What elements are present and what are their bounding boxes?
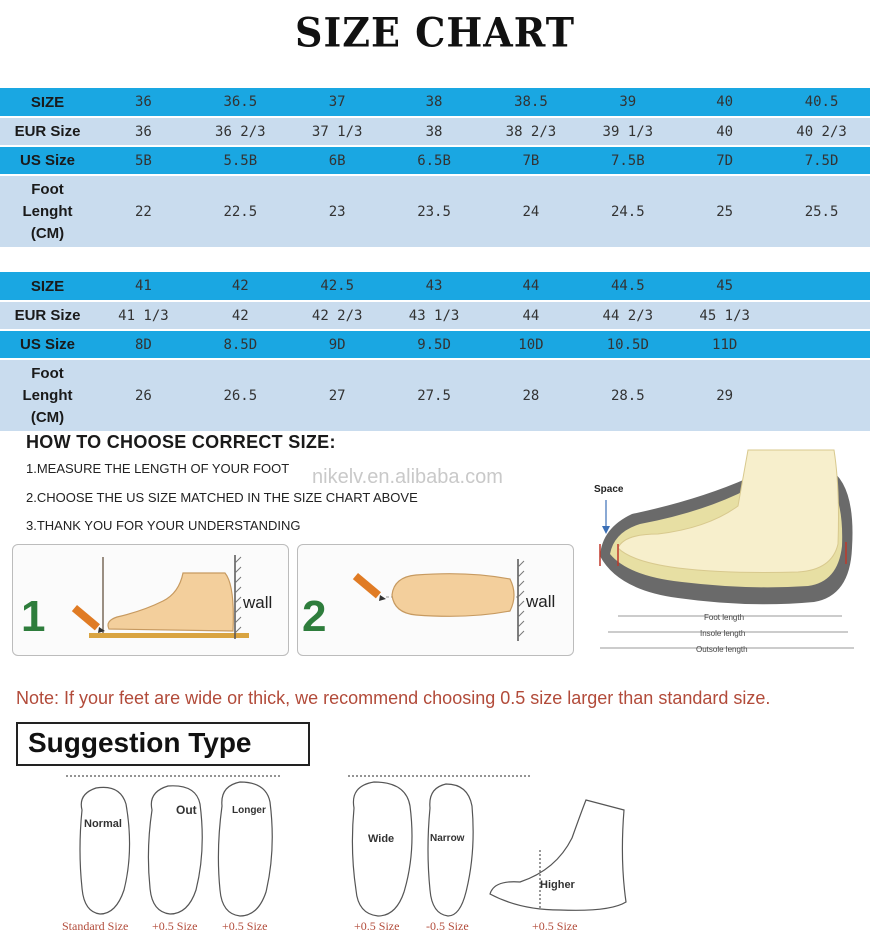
narrow-label: Narrow <box>430 833 465 844</box>
measure-illustration-2 <box>298 545 574 656</box>
table-cell: 6B <box>289 146 386 175</box>
measure-panel-2 <box>297 544 574 656</box>
table-row-foot <box>0 175 870 248</box>
table-cell: 7D <box>676 146 773 175</box>
shoe-length-diagram <box>588 448 863 658</box>
longer-label: Longer <box>232 805 266 816</box>
foot-top-shape <box>392 574 514 617</box>
watermark-text: nikelv.en.alibaba.com <box>312 466 503 488</box>
row-label-foot <box>0 359 95 432</box>
caption-standard: Standard Size <box>62 919 129 933</box>
insole-length-label: Insole length <box>700 629 746 638</box>
table-cell: 41 <box>95 272 192 301</box>
table-cell: 9D <box>289 330 386 359</box>
table-cell <box>773 330 870 359</box>
table-cell: 38 2/3 <box>483 117 580 146</box>
foot-length-label: Foot length <box>704 613 745 622</box>
foot-label-line: Foot <box>31 364 64 382</box>
table-cell: 8.5D <box>192 330 289 359</box>
out-label: Out <box>176 803 197 817</box>
table-cell: 24.5 <box>579 175 676 248</box>
page-title: SIZE CHART <box>295 8 575 57</box>
foot-label-line: Lenght <box>22 386 73 404</box>
table-cell: 8D <box>95 330 192 359</box>
normal-label: Normal <box>84 818 122 830</box>
table-cell: 27.5 <box>386 359 483 432</box>
table-cell: 26 <box>95 359 192 432</box>
table-cell: 7.5D <box>773 146 870 175</box>
caption-longer: +0.5 Size <box>222 919 268 933</box>
table-cell: 41 1/3 <box>95 301 192 330</box>
foot-label-line: (CM) <box>30 224 65 242</box>
measure-panel-1 <box>12 544 289 656</box>
table-cell: 27 <box>289 359 386 432</box>
size-table-1 <box>0 88 870 249</box>
table-cell: 28 <box>483 359 580 432</box>
table-cell: 42 <box>192 301 289 330</box>
table-cell: 10D <box>483 330 580 359</box>
table-cell: 39 1/3 <box>579 117 676 146</box>
wall-label: wall <box>526 592 556 611</box>
wall-label: wall <box>243 593 273 612</box>
howto-heading: HOW TO CHOOSE CORRECT SIZE: <box>26 432 336 452</box>
row-label-size: SIZE <box>0 88 95 117</box>
outsole-length-label: Outsole length <box>696 645 748 654</box>
foot-outline-wide <box>352 782 412 916</box>
table-cell: 44.5 <box>579 272 676 301</box>
table-cell: 43 1/3 <box>386 301 483 330</box>
table-cell: 10.5D <box>579 330 676 359</box>
table-cell: 26.5 <box>192 359 289 432</box>
measure-illustration-1 <box>13 545 289 656</box>
table-cell: 40 <box>676 88 773 117</box>
table-cell: 44 <box>483 301 580 330</box>
table-row-eur <box>0 301 870 330</box>
foot-side-shape <box>108 573 233 631</box>
table-cell: 28.5 <box>579 359 676 432</box>
row-label-eur: EUR Size <box>0 301 95 330</box>
howto-step-2: 2.CHOOSE THE US SIZE MATCHED IN THE SIZE CHART ABOVE <box>26 490 418 505</box>
pencil-icon <box>72 605 105 633</box>
foot-label-line: Lenght <box>22 202 73 220</box>
row-label-size: SIZE <box>0 272 95 301</box>
foot-outline-higher <box>490 800 626 910</box>
table-cell: 11D <box>676 330 773 359</box>
table-cell <box>773 301 870 330</box>
table-cell: 38.5 <box>483 88 580 117</box>
foot-label-line: Foot <box>31 180 64 198</box>
table-cell: 42.5 <box>289 272 386 301</box>
table-cell: 23 <box>289 175 386 248</box>
table-cell: 36 2/3 <box>192 117 289 146</box>
howto-step-3: 3.THANK YOU FOR YOUR UNDERSTANDING <box>26 518 301 533</box>
row-label-foot <box>0 175 95 248</box>
caption-out: +0.5 Size <box>152 919 198 933</box>
table-cell: 25.5 <box>773 175 870 248</box>
space-label: Space <box>594 484 624 495</box>
pencil-icon <box>353 573 386 601</box>
table-cell: 7.5B <box>579 146 676 175</box>
table-cell: 44 2/3 <box>579 301 676 330</box>
table-cell: 22 <box>95 175 192 248</box>
table-cell: 42 <box>192 272 289 301</box>
table-cell: 44 <box>483 272 580 301</box>
table-row-foot <box>0 359 870 432</box>
table-cell: 5.5B <box>192 146 289 175</box>
table-cell: 40.5 <box>773 88 870 117</box>
table-cell: 45 1/3 <box>676 301 773 330</box>
table-row-us <box>0 330 870 359</box>
table-cell: 42 2/3 <box>289 301 386 330</box>
size-table-2 <box>0 272 870 433</box>
caption-wide: +0.5 Size <box>354 919 400 933</box>
howto-step-1: 1.MEASURE THE LENGTH OF YOUR FOOT <box>26 461 290 476</box>
sizing-note: Note: If your feet are wide or thick, we recommend choosing 0.5 size larger than standard size. <box>16 688 771 708</box>
caption-narrow: -0.5 Size <box>426 919 469 933</box>
table-cell <box>773 272 870 301</box>
row-label-us: US Size <box>0 146 95 175</box>
table-row-size <box>0 88 870 117</box>
table-cell: 7B <box>483 146 580 175</box>
table-cell: 43 <box>386 272 483 301</box>
caption-higher: +0.5 Size <box>532 919 578 933</box>
foot-types-illustration <box>0 770 870 945</box>
table-cell: 38 <box>386 88 483 117</box>
table-cell: 37 <box>289 88 386 117</box>
floor-bar <box>89 633 249 638</box>
shoe-illustration <box>588 448 863 658</box>
table-cell: 40 2/3 <box>773 117 870 146</box>
row-label-us: US Size <box>0 330 95 359</box>
foot-outline-longer <box>218 782 272 916</box>
foot-label-line: (CM) <box>30 408 65 426</box>
table-cell: 36 <box>95 117 192 146</box>
table-cell: 25 <box>676 175 773 248</box>
table-cell: 24 <box>483 175 580 248</box>
table-cell: 23.5 <box>386 175 483 248</box>
step-number-1: 1 <box>21 592 46 641</box>
step-number-2: 2 <box>302 592 327 641</box>
table-cell: 45 <box>676 272 773 301</box>
table-row-us <box>0 146 870 175</box>
table-cell: 39 <box>579 88 676 117</box>
suggestion-type-box <box>16 722 310 766</box>
table-row-size <box>0 272 870 301</box>
row-label-eur: EUR Size <box>0 117 95 146</box>
table-cell: 29 <box>676 359 773 432</box>
table-cell: 22.5 <box>192 175 289 248</box>
foot-outline-normal <box>80 787 130 914</box>
higher-label: Higher <box>540 879 575 891</box>
suggestion-title: Suggestion Type <box>28 727 252 758</box>
table-cell: 9.5D <box>386 330 483 359</box>
table-cell: 40 <box>676 117 773 146</box>
table-cell: 36.5 <box>192 88 289 117</box>
table-cell: 5B <box>95 146 192 175</box>
table-cell: 36 <box>95 88 192 117</box>
wide-label: Wide <box>368 833 395 845</box>
table-cell: 38 <box>386 117 483 146</box>
table-cell: 6.5B <box>386 146 483 175</box>
foot-outlines <box>0 770 870 945</box>
foot-outline-narrow <box>428 784 473 916</box>
table-row-eur <box>0 117 870 146</box>
table-cell: 37 1/3 <box>289 117 386 146</box>
table-cell <box>773 359 870 432</box>
